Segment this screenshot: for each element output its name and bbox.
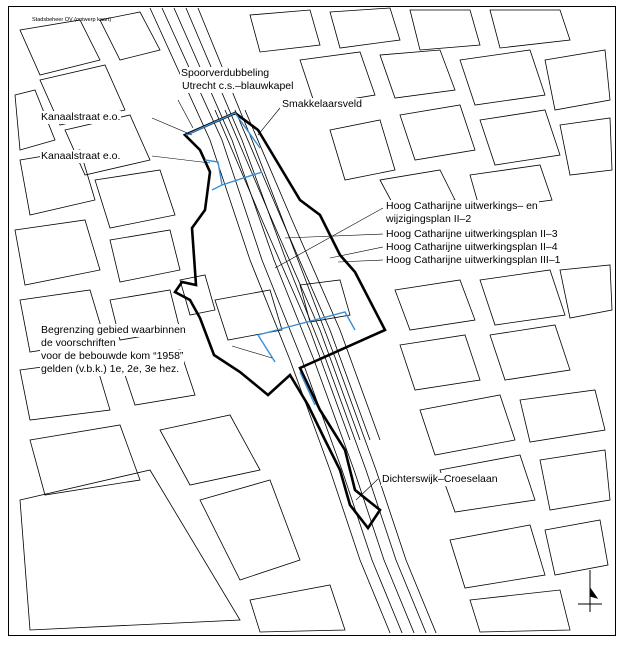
- label-begrenzing-4: gelden (v.b.k.) 1e, 2e, 3e hez.: [41, 363, 180, 375]
- label-hc-iii-1: Hoog Catharijne uitwerkingsplan III–1: [386, 254, 561, 266]
- north-arrow-icon: [578, 570, 602, 612]
- label-hc-ii-4: Hoog Catharijne uitwerkingsplan II–4: [386, 241, 558, 253]
- plan-boundary: [175, 113, 385, 528]
- blue-plan-lines: [186, 113, 355, 405]
- label-kanaalstraat-2: Kanaalstraat e.o.: [41, 150, 121, 162]
- leader-lines: [152, 100, 383, 500]
- label-dichterswijk: Dichterswijk–Croeselaan: [382, 473, 498, 485]
- label-hc-uitwerkings: Hoog Catharijne uitwerkings– en: [386, 200, 538, 212]
- label-spoorverdubbeling-line2: Utrecht c.s.–blauwkapel: [182, 80, 294, 92]
- label-hc-wijzigingsplan: wijzigingsplan II–2: [386, 213, 472, 225]
- label-kanaalstraat-1: Kanaalstraat e.o.: [41, 111, 121, 123]
- label-spoorverdubbeling-line1: Spoorverdubbeling: [181, 67, 270, 79]
- label-smakkelaarsveld: Smakkelaarsveld: [282, 98, 362, 110]
- label-begrenzing-1: Begrenzing gebied waarbinnen: [41, 324, 186, 336]
- label-begrenzing-2: de voorschriften: [41, 337, 116, 349]
- label-begrenzing-3: voor de bebouwde kom “1958”: [41, 350, 184, 362]
- header-note: Stadsbeheer OV (ontwerp kaart): [32, 17, 112, 23]
- label-hc-ii-3: Hoog Catharijne uitwerkingsplan II–3: [386, 228, 558, 240]
